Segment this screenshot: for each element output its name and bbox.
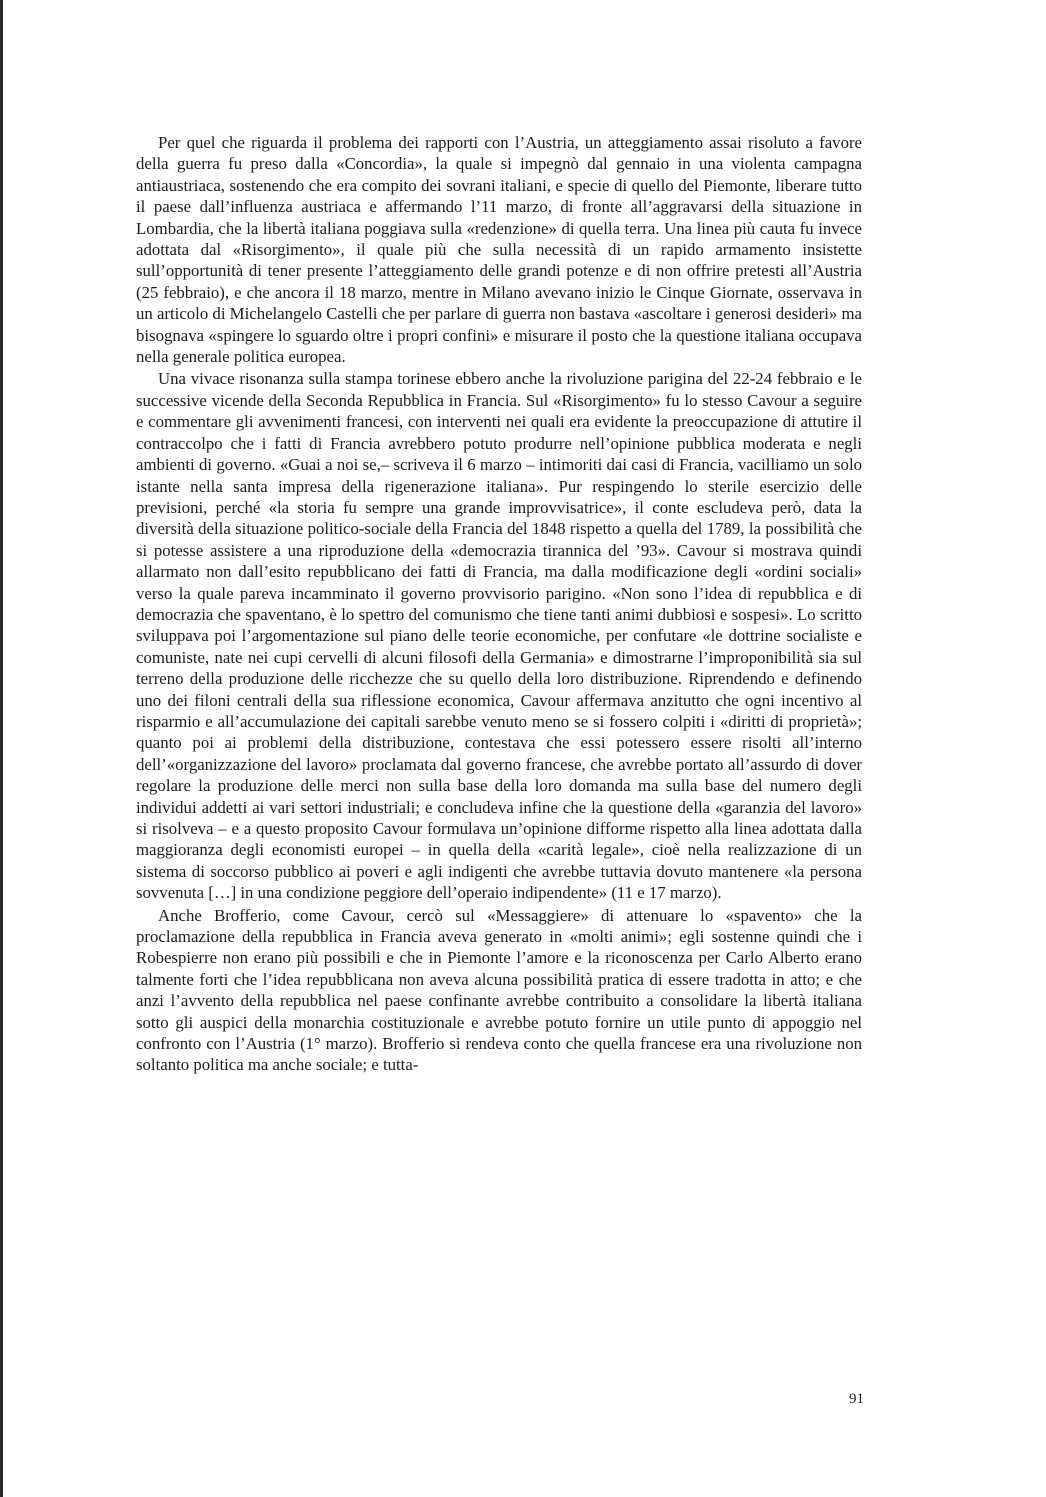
paragraph-brofferio: Anche Brofferio, come Cavour, cercò sul «Messaggiere» di attenuare lo «spavento» che la proclamazione della repubblica in Francia aveva generato in «molti animi»; egli sostenne quindi che i Robespierre non erano più possibili e che in Piemonte l’amore e la riconoscenza per Carlo Alberto erano talmente forti che l’idea repubblicana non aveva alcuna possibilità pratica di essere tradotta in atto; e che anzi l’avvento della repubblica nel paese confinante avrebbe contribuito a consolidare la libertà italiana sotto gli auspici della monarchia costituzionale e avrebbe potuto fornire un utile punto di appoggio nel confronto con l’Austria (1° marzo). Brofferio si rendeva conto che quella francese era una rivoluzione non soltanto politica ma anche sociale; e tutta-: [136, 905, 862, 1075]
page-number: 91: [849, 1391, 864, 1407]
paragraph-austria-relations: Per quel che riguarda il problema dei rapporti con l’Austria, un atteggiamento assai risoluto a favore della guerra fu preso dalla «Concordia», la quale si impegnò dal gennaio in una violenta campagna antiaustriaca, sostenendo che era compito dei sovrani italiani, e specie di quello del Piemonte, liberare tutto il paese dall’influenza austriaca e affermando l’11 marzo, di fronte all’aggravarsi della situazione in Lombardia, che la libertà italiana poggiava sulla «redenzione» di quella terra. Una linea più cauta fu invece adottata dal «Risorgimento», il quale più che sulla necessità di un rapido armamento insistette sull’opportunità di tener presente l’atteggiamento delle grandi potenze e di non offrire pretesti all’Austria (25 febbraio), e che ancora il 18 marzo, mentre in Milano avevano inizio le Cinque Giornate, osservava in un articolo di Michelangelo Castelli che per parlare di guerra non bastava «ascoltare i generosi desideri» ma bisognava «spingere lo sguardo oltre i propri confini» e misurare il posto che la questione italiana occupava nella generale politica europea.: [136, 133, 862, 367]
paragraph-french-revolution: Una vivace risonanza sulla stampa torinese ebbero anche la rivoluzione parigina del 22-24 febbraio e le successive vicende della Seconda Repubblica in Francia. Sul «Risorgimento» fu lo stesso Cavour a seguire e commentare gli avvenimenti francesi, con interventi nei quali era evidente la preoccupazione di attutire il contraccolpo che i fatti di Francia avrebbero potuto produrre nell’opinione pubblica moderata e negli ambienti di governo. «Guai a noi se,– scriveva il 6 marzo – intimoriti dai casi di Francia, vacilliamo un solo istante nella santa impresa della rigenerazione italiana». Pur respingendo lo sterile esercizio delle previsioni, perché «la storia fu sempre una grande improvvisatrice», il conte escludeva però, data la diversità della situazione politico-sociale della Francia del 1848 rispetto a quella del 1789, la possibilità che si potesse assistere a una riproduzione della «democrazia tirannica del ’93». Cavour si mostrava quindi allarmato non dall’esito repubblicano dei fatti di Francia, ma dalla modificazione degli «ordini sociali» verso la quale pareva incamminato il governo provvisorio parigino. «Non sono l’idea di repubblica e di democrazia che spaventano, è lo spettro del comunismo che tiene tanti animi dubbiosi e sospesi». Lo scritto sviluppava poi l’argomentazione sul piano delle teorie economiche, per confutare «le dottrine socialiste e comuniste, nate nei cupi cervelli di alcuni filosofi della Germania» e dimostrarne l’improponibilità sia sul terreno della produzione delle ricchezze che su quello della loro distribuzione. Riprendendo e definendo uno dei filoni centrali della sua riflessione economica, Cavour affermava anzitutto che ogni incentivo al risparmio e all’accumulazione dei capitali sarebbe venuto meno se si fossero colpiti i «diritti di proprietà»; quanto poi ai problemi della distribuzione, contestava che essi potessero essere risolti all’interno dell’«organizzazione del lavoro» proclamata dal governo francese, che avrebbe portato all’assurdo di dover regolare la produzione delle merci non sulla base della loro domanda ma sulla base del numero degli individui addetti ai vari settori industriali; e concludeva infine che la questione della «garanzia del lavoro» si risolveva – e a questo proposito Cavour formulava un’opinione difforme rispetto alla linea adottata dalla maggioranza degli economisti europei – in quella della «carità legale», cioè nella realizzazione di un sistema di soccorso pubblico ai poveri e agli indigenti che avrebbe tuttavia dovuto mantenere «la persona sovvenuta […] in una condizione peggiore dell’operaio indipendente» (11 e 17 marzo).: [136, 369, 862, 903]
scan-left-edge: [0, 0, 3, 1497]
page-body: [136, 132, 862, 1076]
